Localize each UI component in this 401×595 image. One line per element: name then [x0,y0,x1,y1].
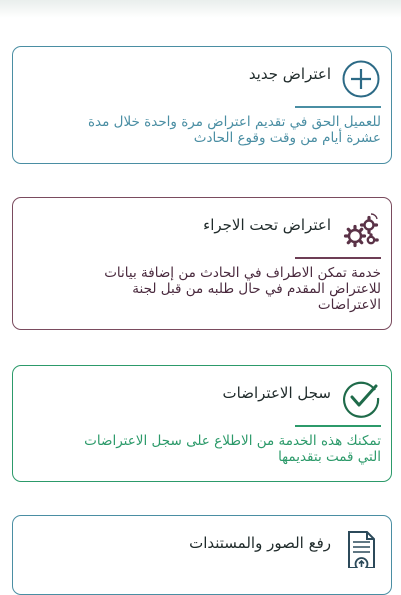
card-description: تمكنك هذه الخدمة من الاطلاع على سجل الاعتراضات التي قمت بتقديمها [84,433,381,465]
card-upload-documents[interactable] [12,515,392,595]
divider [295,106,381,108]
card-title: اعتراض تحت الاجراء [203,216,331,234]
plus-circle-icon [341,59,381,99]
card-description: للعميل الحق في تقديم اعتراض مرة واحدة خلال مدة عشرة أيام من وقت وقوع الحادث [87,114,381,146]
top-shadow [0,0,401,18]
document-upload-icon [341,528,381,568]
gears-icon [341,210,381,250]
card-title: رفع الصور والمستندات [189,534,331,552]
divider [295,425,381,427]
card-title: اعتراض جديد [248,65,331,83]
card-description: خدمة تمكن الاطراف في الحادث من إضافة بيانات للاعتراض المقدم في حال طلبه من قبل لجنة الاعتراضات [104,265,381,313]
card-objection-in-progress[interactable] [12,197,392,330]
card-new-objection[interactable] [12,46,392,164]
check-circle-icon [341,378,381,418]
divider [295,257,381,259]
card-title: سجل الاعتراضات [222,384,331,402]
card-objections-log[interactable] [12,365,392,482]
